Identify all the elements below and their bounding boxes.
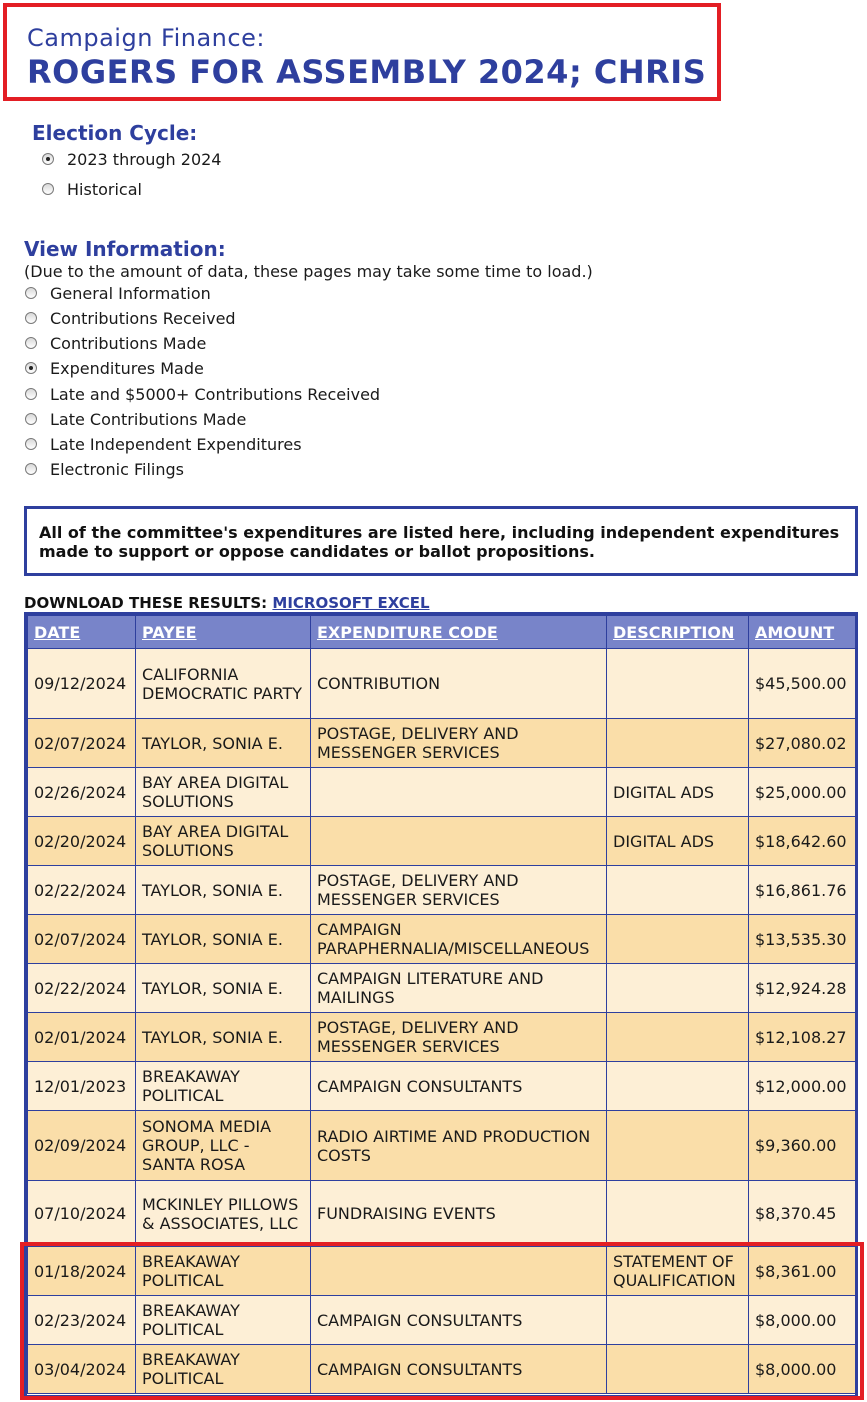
table-row	[28, 1345, 856, 1394]
cell-amount: $8,370.45	[749, 1181, 856, 1247]
cell-date: 01/18/2024	[28, 1247, 136, 1296]
radio-label: Late and $5000+ Contributions Received	[50, 384, 381, 404]
radio-checked-icon	[42, 153, 54, 165]
column-header-description[interactable]: DESCRIPTION	[607, 616, 749, 649]
expenditures-table-container	[24, 612, 858, 1398]
table-row	[28, 1111, 856, 1181]
cell-amount: $12,000.00	[749, 1062, 856, 1111]
cell-amount: $16,861.76	[749, 866, 856, 915]
radio-icon	[42, 183, 54, 195]
radio-checked-icon	[25, 362, 37, 374]
table-row	[28, 1247, 856, 1296]
cell-payee: TAYLOR, SONIA E.	[136, 915, 311, 964]
cell-payee: BAY AREA DIGITAL SOLUTIONS	[136, 817, 311, 866]
expenditures-table	[27, 615, 856, 1394]
radio-icon	[25, 312, 37, 324]
table-row	[28, 1013, 856, 1062]
cell-date: 02/22/2024	[28, 964, 136, 1013]
page-subtitle: Campaign Finance:	[27, 24, 265, 52]
radio-label: Expenditures Made	[50, 358, 204, 378]
download-label: DOWNLOAD THESE RESULTS:	[24, 594, 268, 612]
table-row	[28, 817, 856, 866]
load-time-note: (Due to the amount of data, these pages may take some time to load.)	[24, 262, 593, 281]
expenditures-info-box	[24, 506, 858, 576]
radio-icon	[25, 438, 37, 450]
cell-expenditure-code: CAMPAIGN CONSULTANTS	[311, 1345, 607, 1394]
table-row	[28, 1062, 856, 1111]
cell-description	[607, 915, 749, 964]
radio-contributions-made[interactable]	[25, 332, 206, 354]
info-text: All of the committee's expenditures are listed here, including independent expenditures made to support or oppose candidates or ballot propositions.	[39, 523, 840, 561]
cell-expenditure-code: CAMPAIGN PARAPHERNALIA/MISCELLANEOUS	[311, 915, 607, 964]
radio-label: Late Contributions Made	[50, 409, 247, 429]
cell-expenditure-code: RADIO AIRTIME AND PRODUCTION COSTS	[311, 1111, 607, 1181]
radio-label: Historical	[67, 179, 142, 199]
radio-icon	[25, 413, 37, 425]
cell-expenditure-code: FUNDRAISING EVENTS	[311, 1181, 607, 1247]
radio-contributions-received[interactable]	[25, 307, 236, 329]
cell-payee: BREAKAWAY POLITICAL	[136, 1062, 311, 1111]
radio-icon	[25, 388, 37, 400]
cell-expenditure-code: CAMPAIGN CONSULTANTS	[311, 1296, 607, 1345]
radio-label: Electronic Filings	[50, 459, 184, 479]
cell-payee: SONOMA MEDIA GROUP, LLC - SANTA ROSA	[136, 1111, 311, 1181]
cell-date: 02/22/2024	[28, 866, 136, 915]
cell-expenditure-code: POSTAGE, DELIVERY AND MESSENGER SERVICES	[311, 719, 607, 768]
cell-description: DIGITAL ADS	[607, 817, 749, 866]
radio-label: 2023 through 2024	[67, 149, 222, 169]
cell-date: 02/23/2024	[28, 1296, 136, 1345]
cell-date: 02/26/2024	[28, 768, 136, 817]
cell-payee: BREAKAWAY POLITICAL	[136, 1247, 311, 1296]
table-row	[28, 1181, 856, 1247]
table-row	[28, 649, 856, 719]
cell-expenditure-code: CAMPAIGN LITERATURE AND MAILINGS	[311, 964, 607, 1013]
radio-late-independent-expenditures[interactable]	[25, 433, 302, 455]
radio-icon	[25, 287, 37, 299]
radio-late-5000-contributions-received[interactable]	[25, 383, 380, 405]
cell-description	[607, 1345, 749, 1394]
radio-label: Late Independent Expenditures	[50, 434, 302, 454]
cell-payee: BAY AREA DIGITAL SOLUTIONS	[136, 768, 311, 817]
cell-date: 02/01/2024	[28, 1013, 136, 1062]
radio-label: Contributions Made	[50, 333, 207, 353]
cell-expenditure-code: CAMPAIGN CONSULTANTS	[311, 1062, 607, 1111]
cell-description	[607, 964, 749, 1013]
radio-label: General Information	[50, 283, 211, 303]
cell-payee: TAYLOR, SONIA E.	[136, 1013, 311, 1062]
cell-amount: $8,000.00	[749, 1345, 856, 1394]
table-row	[28, 964, 856, 1013]
cell-amount: $8,000.00	[749, 1296, 856, 1345]
cell-description	[607, 866, 749, 915]
cell-expenditure-code: CONTRIBUTION	[311, 649, 607, 719]
cell-description	[607, 649, 749, 719]
cell-amount: $13,535.30	[749, 915, 856, 964]
cell-expenditure-code: POSTAGE, DELIVERY AND MESSENGER SERVICES	[311, 866, 607, 915]
cell-date: 02/09/2024	[28, 1111, 136, 1181]
table-row	[28, 915, 856, 964]
cell-description	[607, 1013, 749, 1062]
radio-icon	[25, 463, 37, 475]
column-header-expenditure-code[interactable]: EXPENDITURE CODE	[311, 616, 607, 649]
title-highlight-box	[3, 3, 721, 101]
radio-label: Contributions Received	[50, 308, 236, 328]
radio-general-information[interactable]	[25, 282, 211, 304]
excel-download-link[interactable]: MICROSOFT EXCEL	[272, 594, 430, 612]
radio-electronic-filings[interactable]	[25, 458, 184, 480]
cell-payee: BREAKAWAY POLITICAL	[136, 1296, 311, 1345]
cell-expenditure-code: POSTAGE, DELIVERY AND MESSENGER SERVICES	[311, 1013, 607, 1062]
table-row	[28, 1296, 856, 1345]
radio-expenditures-made[interactable]	[25, 357, 204, 379]
page-title: ROGERS FOR ASSEMBLY 2024; CHRIS	[27, 53, 707, 91]
cell-payee: TAYLOR, SONIA E.	[136, 719, 311, 768]
cell-date: 09/12/2024	[28, 649, 136, 719]
table-row	[28, 768, 856, 817]
cell-date: 02/07/2024	[28, 915, 136, 964]
radio-cycle-historical[interactable]	[42, 178, 142, 200]
election-cycle-heading: Election Cycle:	[32, 121, 198, 145]
download-results	[24, 594, 430, 612]
cell-amount: $45,500.00	[749, 649, 856, 719]
column-header-amount[interactable]: AMOUNT	[749, 616, 856, 649]
cell-description	[607, 1062, 749, 1111]
cell-expenditure-code	[311, 768, 607, 817]
radio-icon	[25, 337, 37, 349]
cell-payee: MCKINLEY PILLOWS & ASSOCIATES, LLC	[136, 1181, 311, 1247]
cell-amount: $27,080.02	[749, 719, 856, 768]
cell-date: 12/01/2023	[28, 1062, 136, 1111]
view-information-heading: View Information:	[24, 237, 226, 261]
cell-payee: TAYLOR, SONIA E.	[136, 964, 311, 1013]
cell-payee: TAYLOR, SONIA E.	[136, 866, 311, 915]
cell-description	[607, 1111, 749, 1181]
table-header-row	[28, 616, 856, 649]
cell-description	[607, 1296, 749, 1345]
cell-amount: $12,924.28	[749, 964, 856, 1013]
cell-date: 03/04/2024	[28, 1345, 136, 1394]
cell-expenditure-code	[311, 817, 607, 866]
radio-cycle-2023-2024[interactable]	[42, 148, 221, 170]
cell-payee: CALIFORNIA DEMOCRATIC PARTY	[136, 649, 311, 719]
cell-amount: $9,360.00	[749, 1111, 856, 1181]
column-header-payee[interactable]: PAYEE	[136, 616, 311, 649]
cell-description	[607, 1181, 749, 1247]
cell-description: DIGITAL ADS	[607, 768, 749, 817]
cell-amount: $25,000.00	[749, 768, 856, 817]
cell-amount: $8,361.00	[749, 1247, 856, 1296]
table-row	[28, 719, 856, 768]
cell-payee: BREAKAWAY POLITICAL	[136, 1345, 311, 1394]
cell-date: 02/07/2024	[28, 719, 136, 768]
cell-expenditure-code	[311, 1247, 607, 1296]
table-row	[28, 866, 856, 915]
cell-date: 07/10/2024	[28, 1181, 136, 1247]
cell-description: STATEMENT OF QUALIFICATION	[607, 1247, 749, 1296]
cell-amount: $12,108.27	[749, 1013, 856, 1062]
radio-late-contributions-made[interactable]	[25, 408, 246, 430]
cell-date: 02/20/2024	[28, 817, 136, 866]
cell-amount: $18,642.60	[749, 817, 856, 866]
column-header-date[interactable]: DATE	[28, 616, 136, 649]
cell-description	[607, 719, 749, 768]
